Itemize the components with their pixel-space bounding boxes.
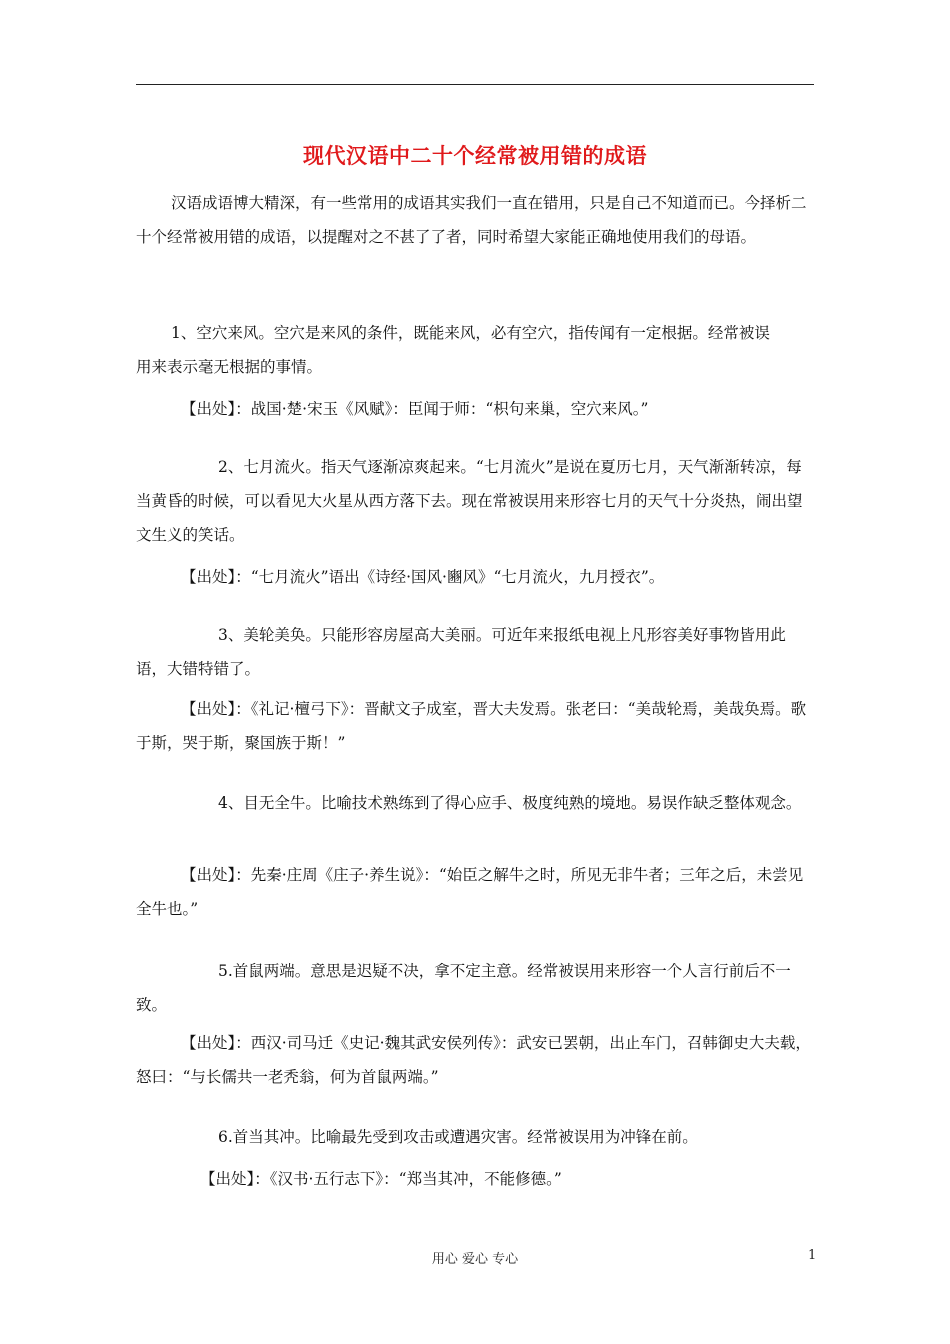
item-4-text: 4、目无全牛。比喻技术熟练到了得心应手、极度纯熟的境地。易误作缺乏整体观念。 xyxy=(218,794,802,812)
item-1-source: 【出处】：战国·楚·宋玉《风赋》：臣闻于师：“枳句来巢，空穴来风。” xyxy=(181,400,649,418)
item-3-source: 【出处】：《礼记·檀弓下》：晋献文子成室，晋大夫发焉。张老曰：“美哉轮焉，美哉奂焉。歌于斯，哭于斯，聚国族于斯！” xyxy=(136,700,807,752)
item-6-source: 【出处】：《汉书·五行志下》：“郑当其冲，不能修德。” xyxy=(200,1170,562,1188)
intro-paragraph: 汉语成语博大精深，有一些常用的成语其实我们一直在错用，只是自己不知道而已。今择析二十个经常被用错的成语，以提醒对之不甚了了者，同时希望大家能正确地使用我们的母语。 xyxy=(136,194,807,246)
page-footer: 用心 爱心 专心 xyxy=(431,1252,519,1267)
page-number: 1 xyxy=(808,1248,817,1263)
item-2-text: 2、七月流火。指天气逐渐凉爽起来。“七月流火”是说在夏历七月，天气渐渐转凉，每当黄昏的时候，可以看见大火星从西方落下去。现在常被误用来形容七月的天气十分炎热，闹出望文生义的笑话。 xyxy=(136,458,803,544)
item-5-text: 5.首鼠两端。意思是迟疑不决，拿不定主意。经常被误用来形容一个人言行前后不一致。 xyxy=(136,962,791,1014)
header-rule xyxy=(136,84,814,85)
item-6-text: 6.首当其冲。比喻最先受到攻击或遭遇灾害。经常被误用为冲锋在前。 xyxy=(218,1128,698,1146)
document-title: 现代汉语中二十个经常被用错的成语 xyxy=(303,144,647,168)
item-2-source: 【出处】：“七月流火”语出《诗经·国风·豳风》“七月流火，九月授衣”。 xyxy=(181,568,665,586)
item-1-text: 1、空穴来风。空穴是来风的条件，既能来风，必有空穴，指传闻有一定根据。经常被误用来表示毫无根据的事情。 xyxy=(136,324,770,376)
item-3-text: 3、美轮美奂。只能形容房屋高大美丽。可近年来报纸电视上凡形容美好事物皆用此语，大错特错了。 xyxy=(136,626,786,678)
item-4-source: 【出处】：先秦·庄周《庄子·养生说》：“始臣之解牛之时，所见无非牛者；三年之后，未尝见全牛也。” xyxy=(136,866,804,918)
item-5-source: 【出处】：西汉·司马迁《史记·魏其武安侯列传》：武安已罢朝，出止车门，召韩御史大夫载，怒曰：“与长儒共一老秃翁，何为首鼠两端。” xyxy=(136,1034,811,1086)
